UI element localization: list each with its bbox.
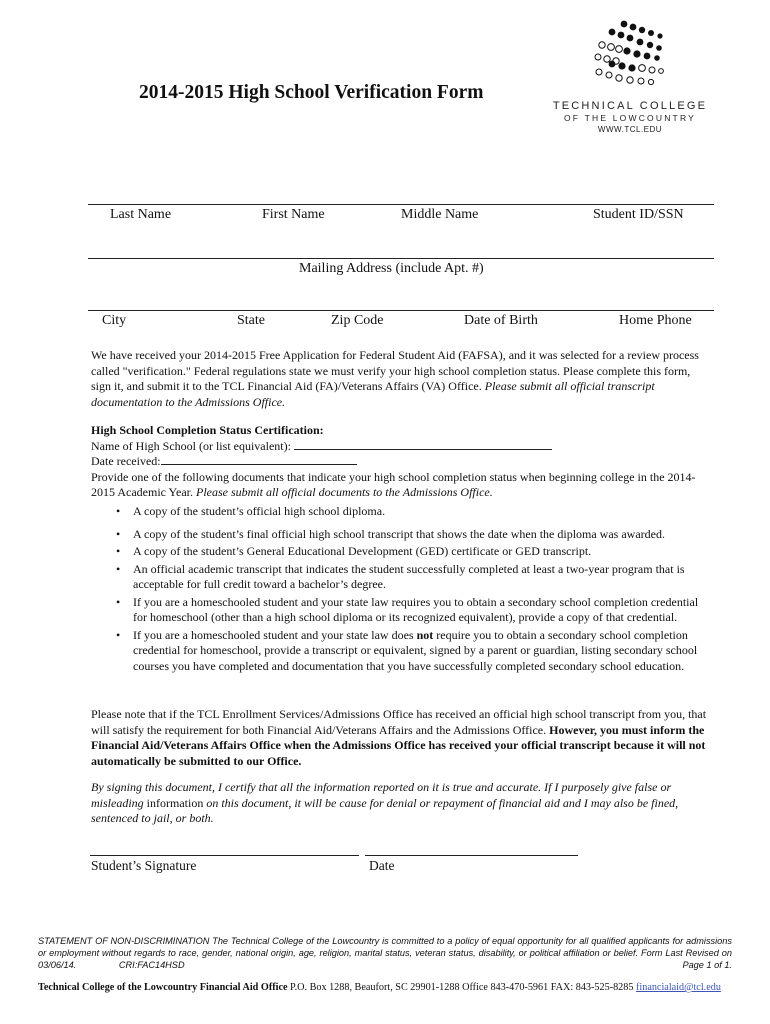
date-received-label: Date received: [91,454,161,469]
footer-office-name: Technical College of the Lowcountry Financial Aid Office [38,982,288,993]
provide-italic-note: Please submit all official documents to the Admissions Office. [195,485,493,500]
documents-list [116,504,711,676]
page-number: Page 1 of 1. [682,960,732,970]
college-name-line1: TECHNICAL COLLEGE [552,100,708,112]
date-received-field[interactable] [161,454,357,465]
city-label: City [102,313,127,328]
list-item: • A copy of the student’s final official high school transcript that shows the date when the diploma was awarded. [116,527,711,543]
college-logo-icon [590,18,664,88]
middle-name-label: Middle Name [401,207,479,222]
date-of-birth-label: Date of Birth [464,313,538,328]
list-item [116,628,711,675]
footer-email-link[interactable]: financialaid@tcl.edu [636,982,721,993]
certification-section [91,423,711,501]
footer-contact [38,982,738,993]
certification-heading: High School Completion Status Certification: [91,423,324,437]
certify-text-part2: information [146,795,204,810]
note-text: Please note that if the TCL Enrollment Services/Admissions Office has received an official high school transcript from you, that will satisfy the requirement for both Financial Aid/Veterans Affairs and the Admissions Office. [91,707,707,737]
list-item: • An official academic transcript that indicates the student successfully completed at least a two-year program that is acceptable for full credit toward a bachelor’s degree. [116,562,711,593]
homeschool-not-emphasis: not [416,627,434,642]
high-school-name-field[interactable] [294,439,552,450]
name-line[interactable] [88,204,714,205]
certify-text-part3: on this document, it will be cause for denial or repayment of financial aid and I may also be fined, sentenced to jail, or both. [91,795,679,826]
homeschool-text-end: require you to obtain a secondary school completion credential for homeschool, provide a transcript or equivalent, signed by a parent or guardian, listing secondary school courses you have completed and documentation that you have successfully completed secondary school education. [133,627,698,673]
note-bold-text: However, you must inform the Financial Aid/Veterans Affairs Office when the Admissions Office has received your official transcript because it will not automatically be submitted to our Office. [91,722,706,768]
student-id-label: Student ID/SSN [593,207,684,222]
college-name-line2: OF THE LOWCOUNTRY [563,113,696,123]
intro-italic-note: Please submit all official transcript documentation to the Admissions Office. [91,379,655,409]
date-field[interactable] [365,855,578,856]
intro-text: We have received your 2014-2015 Free Application for Federal Student Aid (FAFSA), and it was selected for a review process called "verification." Federal regulations state we must verify your high school completion status. Please complete this form, sign it, and submit it to the TCL Financial Aid (FA)/Veterans Affairs (VA) Office. [91,348,699,394]
last-name-label: Last Name [110,207,172,222]
date-label: Date [369,858,395,873]
intro-paragraph [91,348,711,410]
non-discrimination-statement [38,935,732,971]
footer-address: P.O. Box 1288, Beaufort, SC 29901-1288 Office 843-470-5961 FAX: 843-525-8285 [287,982,637,993]
state-label: State [237,313,265,328]
notice-text: STATEMENT OF NON-DISCRIMINATION The Technical College of the Lowcountry is committed to a policy of equal opportunity for all qualified applicants for admissions or employment without regards to race, gender, national origin, age, religion, marital status, veteran status, disability, or political affiliation or belief. Form Last Revised on 03/06/14. [38,936,732,970]
first-name-label: First Name [262,207,325,222]
list-item: • If you are a homeschooled student and your state law requires you to obtain a secondary school completion credential for homeschool (other than a high school diploma or its recognized equivalent), provide a copy of that credential. [116,595,711,626]
mailing-address-label: Mailing Address (include Apt. #) [299,261,484,276]
high-school-name-label: Name of High School (or list equivalent): [91,438,291,453]
provide-text: Provide one of the following documents that indicate your high school completion status when beginning college in the 2014-2015 Academic Year. [91,469,696,500]
certification-statement [91,780,711,827]
signature-field[interactable] [90,855,359,856]
signature-label: Student’s Signature [91,858,197,873]
address-line[interactable] [88,258,714,259]
form-code: CRI:FAC14HSD [118,960,185,970]
college-website: WWW.TCL.EDU [597,125,663,134]
certify-text-part1: By signing this document, I certify that all the information reported on it is true and accurate. If I purposely give false or misleading [91,780,672,810]
home-phone-label: Home Phone [619,313,692,328]
list-item: • A copy of the student’s official high school diploma. [116,504,711,520]
city-line[interactable] [88,310,714,311]
homeschool-text-start: If you are a homeschooled student and your state law does [133,627,417,642]
form-title: 2014-2015 High School Verification Form [139,82,484,103]
college-name [540,100,720,134]
transcript-note [91,707,711,769]
list-item: • A copy of the student’s General Educational Development (GED) certificate or GED transcript. [116,544,711,560]
zip-code-label: Zip Code [331,313,384,328]
